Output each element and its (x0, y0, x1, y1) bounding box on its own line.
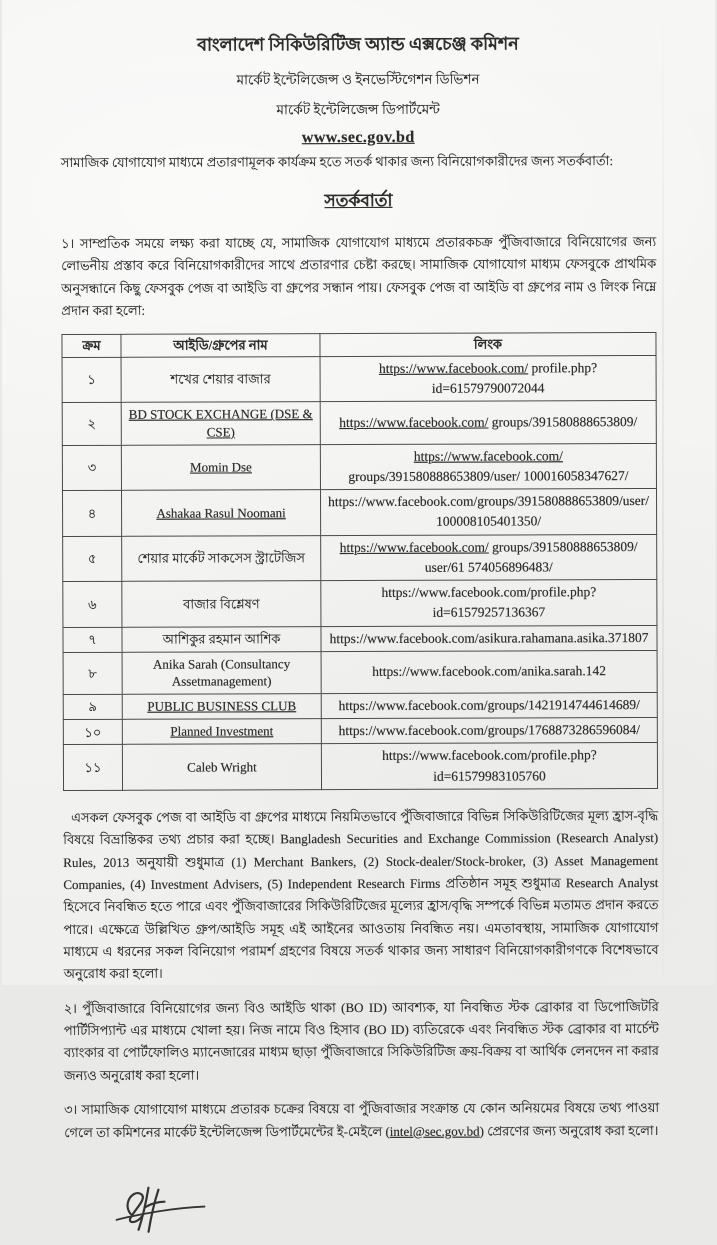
serial-cell: ৯ (63, 694, 122, 719)
paragraph-3-text-end: ) প্রেরণের জন্য অনুরোধ করা হলো। (479, 1122, 659, 1139)
table-row (63, 534, 657, 582)
name-cell (122, 694, 321, 720)
serial-cell: ৬ (63, 581, 122, 627)
link-cell: https://www.facebook.com/groups/1421914744614689/ (321, 692, 657, 718)
serial-cell: ১ (62, 357, 121, 403)
facebook-accounts-table (61, 332, 658, 791)
table-row (62, 443, 656, 491)
link-url-prefix: https://www.facebook.com/ (339, 414, 489, 430)
paragraph-3 (64, 1097, 659, 1144)
website-link: www.sec.gov.bd (301, 128, 415, 147)
paragraph-1-continued: এসকল ফেসবুক পেজ বা আইডি বা গ্রুপের মাধ্যমে নিয়মিতভাবে পুঁজিবাজারে বিভিন্ন সিকিউরিটিজের মূল্য হ্রাস-বৃদ্ধি বিষয়ে বিভ্রান্তিকর তথ্য প্রচার করা হচ্ছে। Bangladesh Securities and Exchange Commission (Research Analyst) Rules, 2013 অনুযায়ী শুধুমাত্র (1) Merchant Bankers, (2) Stock-dealer/Stock-broker, (3) Asset Management Companies, (4) Investment Advisers, (5) Independent Research Firms প্রতিষ্ঠান সমূহ শুধুমাত্র Research Analyst হিসেবে নিবন্ধিত হতে পারে এবং পুঁজিবাজারের সিকিউরিটিজের মূল্যের হ্রাস/বৃদ্ধি সম্পর্কে বিভিন্ন মতামত প্রদান করতে পারে। এক্ষেত্রে উল্লিখিত গ্রুপ/আইডি সমূহ এই আইনের আওতায় নিবন্ধিত নয়। এমতাবস্থায়, সামাজিক যোগাযোগ মাধ্যমে এ ধরনের সকল বিনিয়োগ পরামর্শ গ্রহণের বিষয়ে সতর্ক থাকার জন্য সাধারণ বিনিয়োগকারীগণকে বিশেষভাবে অনুরোধ করা হলো। (63, 807, 659, 982)
table-row (63, 625, 657, 652)
link-cell: https://www.facebook.com/ profile.php?id=61579790072044 (320, 355, 656, 402)
signature-area (108, 1176, 659, 1245)
division-name: মার্কেট ইন্টেলিজেন্স ও ইনভেস্টিগেশন ডিভিশন (236, 71, 480, 88)
name-cell (122, 535, 321, 581)
name-cell (121, 402, 320, 445)
serial-cell: ৭ (63, 627, 122, 652)
notice-title: সতর্কবার্তা (324, 190, 393, 211)
paragraph-2: ২। পুঁজিবাজারে বিনিয়োগের জন্য বিও আইডি থাকা (BO ID) আবশ্যক, যা নিবন্ধিত স্টক ব্রোকার বা ডিপোজিটরি পার্টিসিপ্যান্ট এর মাধ্যমে খোলা হয়। নিজ নামে বিও হিসাব (BO ID) ব্যতিরেকে এবং নিবন্ধিত স্টক ব্রোকার বা মার্চেন্ট ব্যাংকার বা পোর্টফোলিও ম্যানেজারের মাধ্যম ছাড়া পুঁজিবাজারে সিকিউরিটিজ ক্রয়-বিক্রয় বা আর্থিক লেনদেন না করার জন্যও অনুরোধ করা হলো। (63, 998, 659, 1083)
link-cell: https://www.facebook.com/anika.sarah.142 (321, 650, 657, 693)
table-row (62, 401, 656, 445)
account-name: Anika Sarah (Consultancy Assetmanagement) (152, 656, 291, 689)
scanned-notice-page (2, 0, 715, 1140)
name-cell (121, 490, 320, 536)
name-cell (121, 357, 320, 403)
table-row (63, 579, 657, 627)
serial-cell: ৫ (63, 536, 122, 582)
serial-cell: ১০ (63, 719, 122, 744)
organization-name: বাংলাদেশ সিকিউরিটিজ অ্যান্ড এক্সচেঞ্জ কমিশন (197, 33, 519, 55)
serial-cell: ১১ (63, 745, 122, 791)
subject-line: সামাজিক যোগাযোগ মাধ্যমে প্রতারণামূলক কার্যক্রম হতে সতর্ক থাকার জন্য বিনিয়োগকারীদের জন্য সতর্কবার্তা: (60, 153, 614, 171)
link-cell: https://www.facebook.com/ groups/391580888653809/ (320, 401, 656, 444)
table-row (63, 650, 657, 694)
account-name: Momin Dse (190, 459, 252, 475)
table-row (63, 718, 657, 745)
link-cell: https://www.facebook.com/groups/1768873286596084/ (321, 718, 657, 744)
paragraph-1: ১। সাম্প্রতিক সময়ে লক্ষ্য করা যাচ্ছে যে, সামাজিক যোগাযোগ মাধ্যমে প্রতারকচক্র পুঁজিবাজারে বিনিয়োগের জন্য লোভনীয় প্রস্তাব করে বিনিয়োগকারীদের সাথে প্রতারণার চেষ্টা করছে। সামাজিক যোগাযোগ মাধ্যম ফেসবুকে প্রাথমিক অনুসন্ধানে কিছু ফেসবুক পেজ বা আইডি বা গ্রুপের সন্ধান পায়। ফেসবুক পেজ বা আইডি বা গ্রুপের নাম ও লিংক নিম্নে প্রদান করা হলো: (61, 233, 657, 319)
name-cell (121, 444, 320, 490)
serial-cell: ৮ (63, 652, 122, 694)
link-cell: https://www.facebook.com/profile.php?id=61579257136367 (321, 579, 657, 626)
paragraph-3-text: ৩। সামাজিক যোগাযোগ মাধ্যমে প্রতারক চক্রের বিষয়ে বা পুঁজিবাজার সংক্রান্ত যে কোন অনিয়মের বিষয়ে তথ্য পাওয়া গেলে তা কমিশনের মার্কেট ইন্টেলিজেন্স ডিপার্টমেন্টের ই-মেইলে ( (64, 1100, 660, 1140)
account-name: BD STOCK EXCHANGE (DSE & CSE) (128, 406, 313, 440)
serial-cell: ৪ (62, 490, 121, 536)
name-cell (122, 626, 321, 652)
link-url-prefix: https://www.facebook.com/ (378, 360, 529, 376)
name-cell (122, 651, 321, 694)
account-name: Planned Investment (170, 723, 274, 740)
link-url-prefix: https://www.facebook.com/ (413, 447, 563, 464)
table-header-row (62, 333, 656, 358)
account-name: PUBLIC BUSINESS CLUB (147, 698, 297, 714)
table-row (62, 488, 656, 536)
account-name: Caleb Wright (187, 759, 257, 775)
name-cell (122, 581, 321, 627)
table-row (63, 743, 657, 791)
table-row (62, 355, 656, 403)
column-header: ক্রম (62, 335, 121, 358)
account-name: শখের শেয়ার বাজার (170, 371, 271, 388)
handwritten-signature (108, 1177, 218, 1239)
link-cell: https://www.facebook.com/profile.php?id=61579983105760 (321, 743, 657, 790)
serial-cell: ২ (62, 403, 121, 445)
email-link: intel@sec.gov.bd (389, 1123, 480, 1139)
link-cell: https://www.facebook.com/groups/391580888653809/user/ 100008105401350/ (320, 488, 656, 535)
account-name: আশিকুর রহমান আশিক (162, 631, 281, 647)
link-url-prefix: https://www.facebook.com/ (339, 539, 489, 555)
serial-cell: ৩ (62, 445, 121, 491)
department-name: মার্কেট ইন্টেলিজেন্স ডিপার্টমেন্ট (276, 101, 440, 118)
link-cell: https://www.facebook.com/asikura.rahamana.asika.371807 (321, 625, 657, 651)
name-cell (122, 719, 321, 745)
account-name: বাজার বিশ্লেষণ (183, 595, 260, 612)
table-row (63, 692, 657, 719)
link-cell: https://www.facebook.com/ groups/391580888653809/user/ 100016058347627/ (320, 443, 656, 490)
link-cell: https://www.facebook.com/ groups/391580888653809/ user/61 574056896483/ (321, 534, 657, 581)
column-header: লিংক (320, 333, 656, 357)
column-header: আইডি/গ্রুপের নাম (121, 334, 320, 357)
account-name: Ashakaa Rasul Noomani (156, 504, 286, 521)
account-name: শেয়ার মার্কেট সাকসেস স্ট্রাটেজিস (137, 550, 305, 566)
name-cell (122, 744, 321, 790)
